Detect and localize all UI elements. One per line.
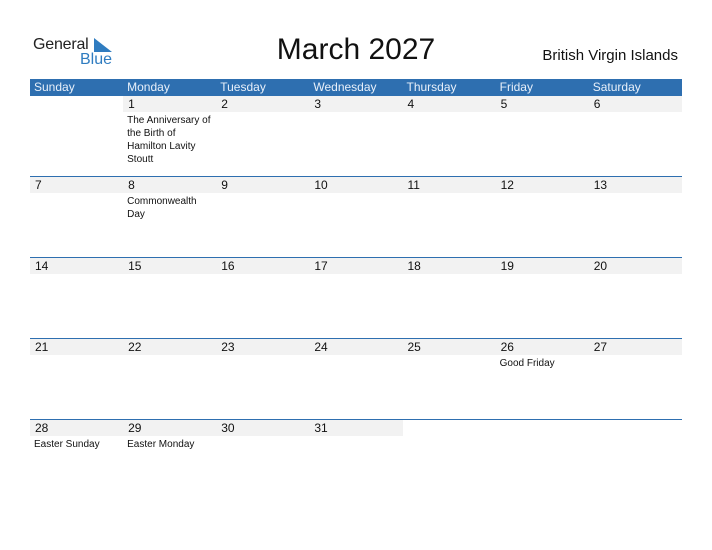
- country-name: British Virgin Islands: [542, 47, 678, 64]
- day-cell: [589, 96, 682, 177]
- day-number: 16: [216, 258, 309, 274]
- day-cell: [496, 420, 589, 501]
- day-number: 15: [123, 258, 216, 274]
- weekday-monday: Monday: [127, 80, 170, 94]
- day-cell: [589, 420, 682, 501]
- day-number: 23: [216, 339, 309, 355]
- day-cell: [589, 258, 682, 339]
- day-number: 25: [403, 339, 496, 355]
- weekday-sunday: Sunday: [34, 80, 75, 94]
- day-cell: [30, 177, 123, 258]
- weekday-wednesday: Wednesday: [313, 80, 377, 94]
- day-cell: [589, 177, 682, 258]
- weekday-thursday: Thursday: [406, 80, 457, 94]
- day-number: 5: [496, 96, 589, 112]
- week-row: [30, 257, 682, 339]
- week-row: [30, 338, 682, 420]
- logo-text-general: General: [33, 36, 89, 53]
- weekday-friday: Friday: [499, 80, 533, 94]
- day-cell: [496, 258, 589, 339]
- day-number: 20: [589, 258, 682, 274]
- day-number: 18: [403, 258, 496, 274]
- day-cell: [123, 420, 216, 501]
- day-number: 8: [123, 177, 216, 193]
- day-cell: [123, 258, 216, 339]
- day-cell: [403, 177, 496, 258]
- day-cell: [496, 96, 589, 177]
- day-number: 28: [30, 420, 123, 436]
- day-cell: [309, 96, 402, 177]
- day-number: [30, 96, 123, 112]
- day-cell: [30, 258, 123, 339]
- day-cell: [309, 420, 402, 501]
- holiday-label: Easter Sunday: [34, 439, 100, 450]
- day-cell: [309, 258, 402, 339]
- day-cell: [123, 339, 216, 420]
- day-cell: [309, 339, 402, 420]
- weekday-saturday: Saturday: [592, 80, 641, 94]
- day-number: [589, 420, 682, 436]
- week-row: [30, 96, 682, 177]
- day-number: 30: [216, 420, 309, 436]
- day-cell: [309, 177, 402, 258]
- day-number: 10: [309, 177, 402, 193]
- day-number: 27: [589, 339, 682, 355]
- day-number: 29: [123, 420, 216, 436]
- day-number: 17: [309, 258, 402, 274]
- day-cell: [403, 339, 496, 420]
- day-number: 7: [30, 177, 123, 193]
- day-cell: [30, 96, 123, 177]
- day-number: 19: [496, 258, 589, 274]
- holiday-label: The Anniversary of the Birth of Hamilton Lavity Stoutt: [127, 115, 211, 165]
- day-number: 31: [309, 420, 402, 436]
- day-number: 12: [496, 177, 589, 193]
- holiday-label: Good Friday: [499, 358, 555, 369]
- day-number: 6: [589, 96, 682, 112]
- calendar-title: March 2027: [276, 33, 436, 66]
- day-number: 11: [403, 177, 496, 193]
- day-cell: [403, 420, 496, 501]
- day-number: 22: [123, 339, 216, 355]
- holiday-label: Easter Monday: [127, 439, 195, 450]
- day-cell: [496, 177, 589, 258]
- day-cell: [216, 177, 309, 258]
- day-number: 4: [403, 96, 496, 112]
- week-row: [30, 176, 682, 258]
- logo-text-blue: Blue: [80, 51, 113, 68]
- day-cell: [496, 339, 589, 420]
- day-cell: [216, 258, 309, 339]
- day-number: 24: [309, 339, 402, 355]
- day-cell: [403, 258, 496, 339]
- day-number: 2: [216, 96, 309, 112]
- day-cell: [216, 420, 309, 501]
- weekday-header: [30, 79, 682, 96]
- day-number: 13: [589, 177, 682, 193]
- day-number: 3: [309, 96, 402, 112]
- day-cell: [403, 96, 496, 177]
- day-number: 21: [30, 339, 123, 355]
- day-number: [496, 420, 589, 436]
- day-cell: [30, 339, 123, 420]
- day-cell: [123, 96, 216, 177]
- holiday-label: Commonwealth Day: [127, 196, 197, 220]
- day-number: 1: [123, 96, 216, 112]
- weekday-tuesday: Tuesday: [220, 80, 266, 94]
- day-cell: [589, 339, 682, 420]
- day-number: 14: [30, 258, 123, 274]
- day-cell: [216, 339, 309, 420]
- day-number: 26: [496, 339, 589, 355]
- day-number: [403, 420, 496, 436]
- day-cell: [216, 96, 309, 177]
- day-cell: [30, 420, 123, 501]
- day-number: 9: [216, 177, 309, 193]
- week-row: [30, 419, 682, 501]
- day-cell: [123, 177, 216, 258]
